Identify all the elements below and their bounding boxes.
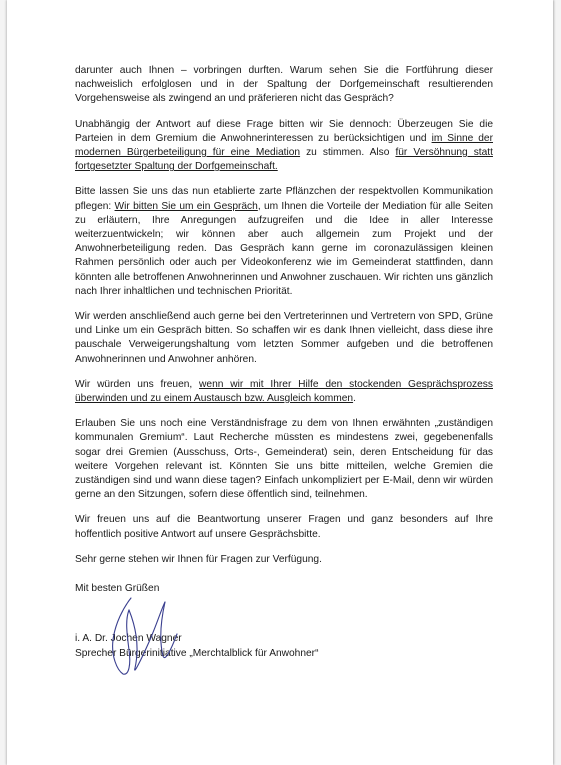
signer-title: Sprecher Bürgerinitiative „Merchtalblick für Anwohner“ bbox=[75, 647, 319, 659]
other-parties-text: Wir werden anschließend auch gerne bei den Vertreterinnen und Vertretern von SPD, Grüne und Linke um ein Gespräch bitten. So schaffen wir es dank Ihnen vielleicht, dass diese ihre pauschale Verweigerungshaltung vom letzten Sommer aufgeben und die betroffenen Anwohnerinnen und Anwohner anhören. bbox=[75, 311, 493, 365]
paragraph-committee-question bbox=[75, 417, 493, 502]
signer-name: i. A. Dr. Jochen Wagner bbox=[75, 633, 182, 645]
paragraph-mediation-request bbox=[75, 118, 493, 175]
paragraph-question bbox=[75, 64, 493, 107]
paragraph-conversation-request bbox=[75, 185, 493, 299]
paragraph-hope bbox=[75, 378, 493, 406]
hope-text-2: . bbox=[353, 393, 356, 405]
looking-forward-text: Wir freuen uns auf die Beantwortung unserer Fragen und ganz besonders auf Ihre hoffentlich positive Antwort auf unsere Gesprächsbitte. bbox=[75, 514, 493, 540]
mediation-text-2: zu stimmen. Also bbox=[300, 147, 396, 159]
paragraph-question-text: darunter auch Ihnen – vorbringen durften. Warum sehen Sie die Fortführung dieser nachweislich erfolglosen und in der Spaltung der Dorfgemeinschaft resultierenden Vorgehensweise als zwingend an und präferieren nicht das Gespräch? bbox=[75, 65, 493, 105]
mediation-text-1: Unabhängig der Antwort auf diese Frage bitten wir Sie dennoch: Überzeugen Sie die Parteien in dem Gremium die Anwohnerinteressen zu berücksichtigen und bbox=[75, 118, 493, 144]
hope-underlined: wenn wir mit Ihrer Hilfe den stockenden Gesprächsprozess überwinden und zu einem Austausch bzw. Ausgleich kommen bbox=[75, 378, 493, 405]
conversation-text-1: Bitte lassen Sie uns das nun etablierte zarte Pflänzchen der respektvollen Kommunikation pflegen: bbox=[75, 186, 493, 212]
letter-body bbox=[75, 64, 493, 661]
paragraph-availability bbox=[75, 553, 493, 567]
mediation-underlined-1: im Sinne der modernen Bürgerbeteiligung für eine Mediation bbox=[75, 132, 493, 159]
mediation-underlined-2: für Versöhnung statt fortgesetzter Spaltung der Dorfgemeinschaft. bbox=[75, 147, 493, 173]
signature-block bbox=[75, 632, 493, 660]
letter-page bbox=[7, 0, 553, 765]
committee-question-text: Erlauben Sie uns noch eine Verständnisfrage zu dem von Ihnen erwähnten „zuständigen kommunalen Gremium“. Laut Recherche müssten es mindestens zwei, gegebenenfalls sogar drei Gremien (Ausschuss, Orts-, Gemeinderat) sein, deren Entscheidung für das weitere Vorgehen relevant ist. Könnten Sie uns bitte mitteilen, welche Gremien die zuständigen sind und wann diese tagen? Einfach unkompliziert per E-Mail, denn wir würden gerne an den Sitzungen, sofern diese öffentlich sind, teilnehmen. bbox=[75, 418, 493, 501]
hope-text-1: Wir würden uns freuen, bbox=[75, 378, 200, 390]
closing-text: Mit besten Grüßen bbox=[75, 583, 160, 595]
paragraph-looking-forward bbox=[75, 513, 493, 541]
closing-salutation bbox=[75, 582, 493, 596]
conversation-text-2: , um Ihnen die Vorteile der Mediation für alle Seiten zu erläutern, Ihre Anregungen aufzugreifen und die Idee in aller Interesse weiterzuentwickeln; wir können aber auch allgemein zum Projekt und der Anwohnerbeteiligung reden. Das Gespräch kann gerne im coronazulässigen kleinen Rahmen persönlich oder auch per Videokonferenz wie im Gemeinderat stattfinden, dann könnten alle betroffenen Anwohnerinnen und Anwohner zuschauen. Wir richten uns gänzlich nach Ihrer inhaltlichen und technischen Priorität. bbox=[75, 200, 493, 297]
conversation-underlined: Wir bitten Sie um ein Gespräch bbox=[114, 200, 258, 212]
availability-text: Sehr gerne stehen wir Ihnen für Fragen zur Verfügung. bbox=[75, 553, 322, 565]
paragraph-other-parties bbox=[75, 310, 493, 367]
